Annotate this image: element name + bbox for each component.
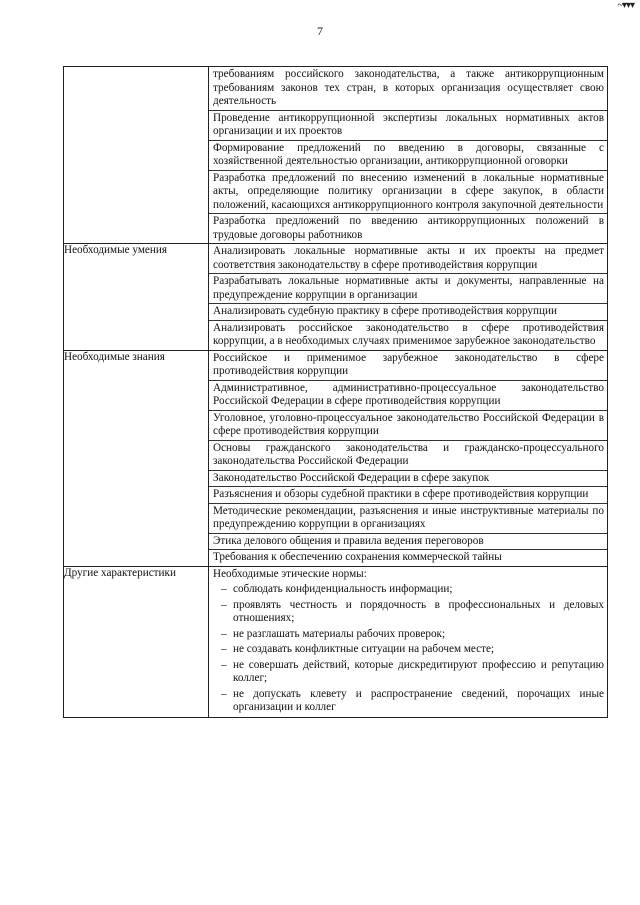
list-item <box>213 628 604 642</box>
list-item-text: проявлять честность и порядочность в профессиональных и деловых отношениях; <box>233 598 604 624</box>
row-label <box>64 67 209 244</box>
table-row-other <box>64 566 608 717</box>
list-item-text: не разглашать материалы рабочих проверок; <box>233 627 446 640</box>
requirement-item: Уголовное, уголовно-процессуальное законодательство Российской Федерации в сфере противодействия коррупции <box>209 411 607 441</box>
requirement-item: Методические рекомендации, разъяснения и иные инструктивные материалы по предупреждению коррупции в организациях <box>209 504 607 534</box>
requirement-item: Законодательство Российской Федерации в сфере закупок <box>209 471 607 488</box>
requirement-item: Разрабатывать локальные нормативные акты и документы, направленные на предупреждение коррупции в организации <box>209 274 607 304</box>
list-item <box>213 583 604 597</box>
list-item-text: не допускать клевету и распространение сведений, порочащих иные организации и коллег <box>233 687 604 713</box>
requirement-item: Анализировать судебную практику в сфере противодействия коррупции <box>209 304 607 321</box>
list-item <box>213 688 604 715</box>
list-item <box>213 659 604 686</box>
requirement-item: Административное, административно-процессуальное законодательство Российской Федерации в сфере противодействия коррупции <box>209 381 607 411</box>
table-row <box>64 350 608 566</box>
ethics-list <box>213 583 604 715</box>
dash-bullet-icon: – <box>221 627 227 640</box>
requirement-item: Российское и применимое зарубежное законодательство в сфере противодействия коррупции <box>209 351 607 381</box>
list-item-text: соблюдать конфиденциальность информации; <box>233 583 453 595</box>
list-item-text: не совершать действий, которые дискредитируют профессию и репутацию коллег; <box>233 658 604 684</box>
requirement-item: Анализировать российское законодательство в сфере противодействия коррупции, а в необходимых случаях применимое зарубежное законодательство <box>213 321 604 347</box>
row-content <box>209 350 608 566</box>
dash-bullet-icon: – <box>221 643 227 655</box>
requirement-item: Этика делового общения и правила ведения переговоров <box>209 534 607 551</box>
requirement-item: Анализировать локальные нормативные акты и их проекты на предмет соответствия законодательству в сфере противодействия коррупции <box>209 244 607 274</box>
row-label: Необходимые знания <box>64 350 209 566</box>
requirement-item: Разработка предложений по внесению изменений в локальные нормативные акты, определяющие политику организации в сфере закупок, в области положений, касающихся антикоррупционного контроля закупочной деятельности <box>209 171 607 215</box>
row-content <box>209 244 608 351</box>
requirement-item: Формирование предложений по введению в договоры, связанные с хозяйственной деятельностью организации, антикоррупционной оговорки <box>209 141 607 171</box>
row-content <box>209 67 608 244</box>
ethics-intro: Необходимые этические нормы: <box>213 567 367 580</box>
list-item <box>213 643 604 657</box>
requirement-item: Разъяснения и обзоры судебной практики в сфере противодействия коррупции <box>209 487 607 504</box>
table-row <box>64 244 608 351</box>
row-content <box>209 566 608 717</box>
dash-bullet-icon: – <box>221 583 227 595</box>
requirement-item: требованиям российского законодательства, а также антикоррупционным требованиям законов тех стран, в которых организация осуществляет свою деятельность <box>209 67 607 111</box>
requirements-table <box>63 66 608 718</box>
page-number: 7 <box>317 24 323 38</box>
list-item-text: не создавать конфликтные ситуации на рабочем месте; <box>233 643 495 655</box>
ethics-block <box>209 567 607 717</box>
dash-bullet-icon: – <box>221 658 227 671</box>
requirement-item: Проведение антикоррупционной экспертизы локальных нормативных актов организации и их проектов <box>209 111 607 141</box>
row-label: Другие характеристики <box>64 566 209 717</box>
requirement-item: Требования к обеспечению сохранения коммерческой тайны <box>213 551 502 563</box>
list-item <box>213 599 604 626</box>
table-row <box>64 67 608 244</box>
corner-scan-mark: ~▾▾▾ <box>617 0 634 11</box>
requirement-item: Разработка предложений по введению антикоррупционных положений в трудовые договоры работников <box>213 215 604 241</box>
row-label: Необходимые умения <box>64 244 209 351</box>
dash-bullet-icon: – <box>221 598 227 611</box>
requirement-item: Основы гражданского законодательства и гражданско-процессуального законодательства Российской Федерации <box>209 441 607 471</box>
dash-bullet-icon: – <box>221 687 227 700</box>
